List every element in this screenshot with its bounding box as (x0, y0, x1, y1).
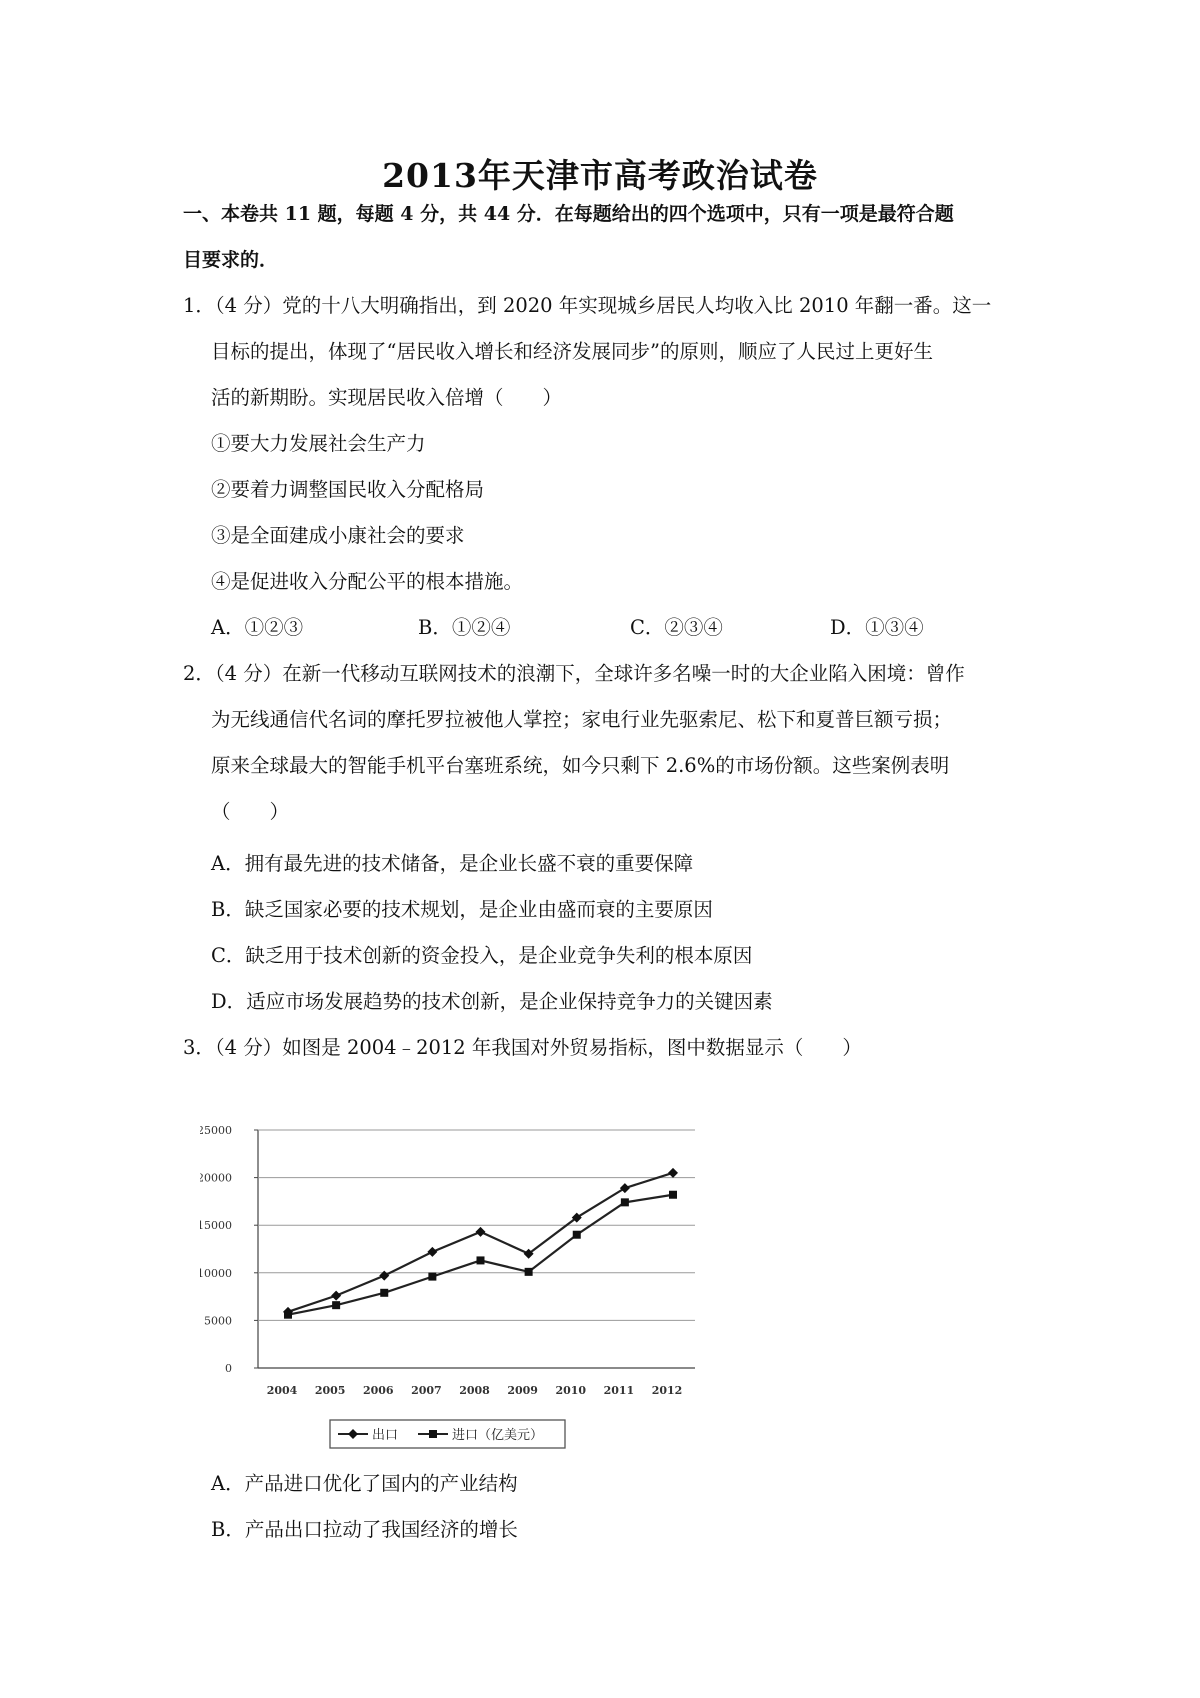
q3-option-a: A．产品进口优化了国内的产业结构 (211, 1472, 518, 1495)
q1-option-a: A．①②③ (211, 616, 304, 639)
x-tick-label-2008: 2008 (459, 1384, 490, 1397)
series-1-point-2010 (573, 1231, 581, 1239)
q2-option-b: B．缺乏国家必要的技术规划，是企业由盛而衰的主要原因 (211, 898, 713, 921)
series-1-point-2007 (428, 1273, 436, 1281)
x-tick-label-2011: 2011 (603, 1384, 635, 1397)
x-tick-label-2004: 2004 (266, 1384, 298, 1397)
x-tick-label-2009: 2009 (507, 1384, 538, 1397)
series-0-point-2006 (379, 1271, 389, 1281)
y-tick-label-2: 10000 (200, 1266, 232, 1280)
y-tick-label-4: 20000 (200, 1171, 232, 1185)
series-0-point-2011 (620, 1183, 630, 1193)
trade-chart (200, 1120, 720, 1455)
trade-chart-svg (200, 1120, 720, 1455)
legend-marker-0 (348, 1429, 358, 1439)
x-tick-label-2005: 2005 (314, 1384, 346, 1397)
series-1-point-2012 (669, 1191, 677, 1199)
legend-label-0: 出口 (372, 1428, 399, 1443)
series-1-point-2004 (284, 1311, 292, 1319)
y-tick-label-3: 15000 (200, 1219, 232, 1233)
q2-stem-line4: （ ） (211, 800, 290, 823)
x-tick-label-2007: 2007 (411, 1384, 442, 1397)
q2-stem-line1: 2．（4 分）在新一代移动互联网技术的浪潮下，全球许多名噪一时的大企业陷入困境：曾作 (183, 662, 965, 685)
q1-option-c: C．②③④ (630, 616, 723, 639)
q2-option-d: D．适应市场发展趋势的技术创新，是企业保持竞争力的关键因素 (211, 990, 773, 1013)
series-0-point-2007 (427, 1247, 437, 1257)
q1-stem-line3: 活的新期盼。实现居民收入倍增（ ） (211, 386, 563, 409)
series-0-point-2005 (331, 1291, 341, 1301)
series-line-1 (288, 1195, 673, 1315)
q2-option-c: C．缺乏用于技术创新的资金投入，是企业竞争失利的根本原因 (211, 944, 753, 967)
q1-item-4: ④是促进收入分配公平的根本措施。 (211, 570, 524, 593)
q1-option-d: D．①③④ (830, 616, 924, 639)
q1-option-b: B．①②④ (418, 616, 511, 639)
q1-item-1: ①要大力发展社会生产力 (211, 432, 426, 455)
series-0-point-2012 (668, 1168, 678, 1178)
q1-item-3: ③是全面建成小康社会的要求 (211, 524, 465, 547)
section-heading-line1: 一、本卷共 11 题，每题 4 分，共 44 分．在每题给出的四个选项中，只有一项是最符合题 (183, 203, 954, 225)
x-tick-label-2012: 2012 (651, 1384, 683, 1397)
series-line-0 (288, 1173, 673, 1312)
y-tick-label-0: 0 (225, 1362, 232, 1375)
x-tick-label-2010: 2010 (555, 1384, 587, 1397)
legend-marker-1 (429, 1430, 437, 1438)
q2-stem-line2: 为无线通信代名词的摩托罗拉被他人掌控；家电行业先驱索尼、松下和夏普巨额亏损； (211, 708, 953, 731)
q2-stem-line3: 原来全球最大的智能手机平台塞班系统，如今只剩下 2.6%的市场份额。这些案例表明 (211, 754, 950, 777)
q3-option-b: B．产品出口拉动了我国经济的增长 (211, 1518, 518, 1541)
series-1-point-2011 (621, 1198, 629, 1206)
legend-label-1: 进口（亿美元） (452, 1428, 544, 1443)
series-0-point-2008 (476, 1227, 486, 1237)
series-1-point-2005 (332, 1301, 340, 1309)
q3-stem-line1: 3．（4 分）如图是 2004﹣2012 年我国对外贸易指标，图中数据显示（ ） (183, 1036, 862, 1059)
series-1-point-2008 (477, 1256, 485, 1264)
series-1-point-2009 (525, 1268, 533, 1276)
q1-stem-line1: 1．（4 分）党的十八大明确指出，到 2020 年实现城乡居民人均收入比 2010 年翻一番。这一 (183, 294, 992, 317)
y-tick-label-1: 5000 (204, 1314, 232, 1328)
page-title: 2013年天津市高考政治试卷 (382, 156, 818, 195)
section-heading-line2: 目要求的． (183, 249, 279, 271)
x-tick-label-2006: 2006 (362, 1384, 394, 1397)
q2-option-a: A．拥有最先进的技术储备，是企业长盛不衰的重要保障 (211, 852, 694, 875)
series-1-point-2006 (380, 1289, 388, 1297)
q1-item-2: ②要着力调整国民收入分配格局 (211, 478, 485, 501)
q1-stem-line2: 目标的提出，体现了“居民收入增长和经济发展同步”的原则，顺应了人民过上更好生 (211, 340, 933, 363)
y-tick-label-5: 25000 (200, 1124, 232, 1137)
